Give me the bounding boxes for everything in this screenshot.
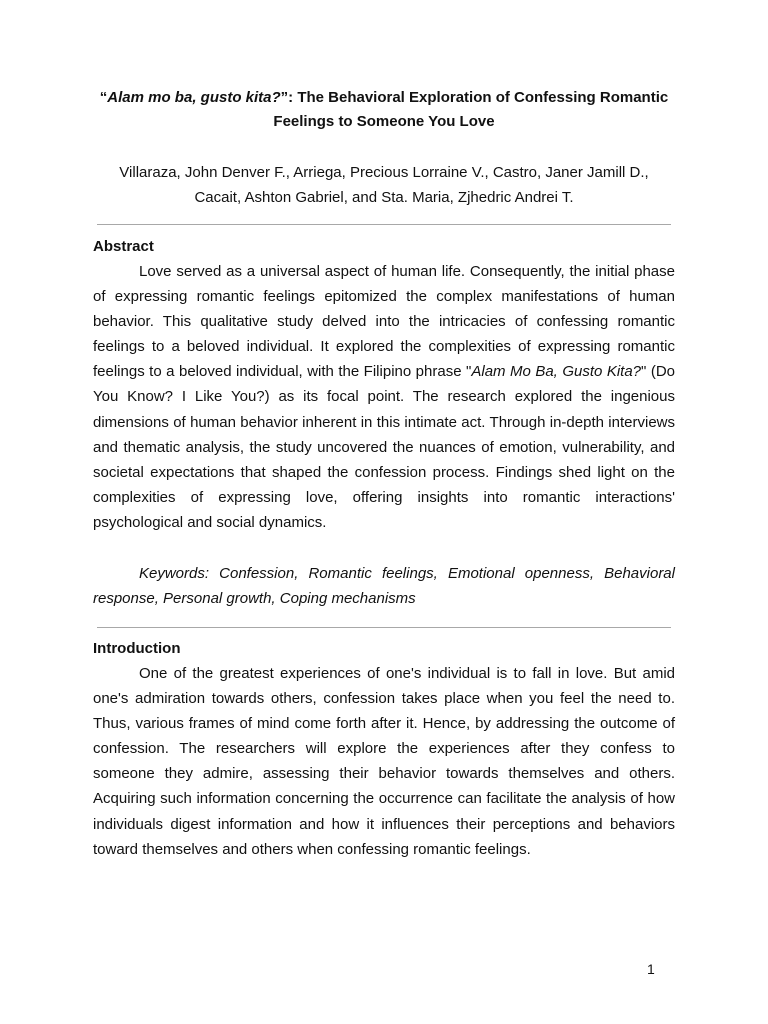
divider-after-keywords (97, 627, 671, 628)
divider-after-authors (97, 224, 671, 225)
page-number: 1 (647, 961, 655, 977)
title-italic-phrase: Alam mo ba, gusto kita? (107, 89, 281, 106)
title-open-quote: “ (99, 89, 108, 106)
author-line-1: Villaraza, John Denver F., Arriega, Precious Lorraine V., Castro, Janer Jamill D., (119, 164, 649, 181)
abstract-italic-phrase: Alam Mo Ba, Gusto Kita? (471, 363, 642, 381)
author-line-2: Cacait, Ashton Gabriel, and Sta. Maria, Zjhedric Andrei T. (194, 189, 574, 206)
keywords-text: Keywords: Confession, Romantic feelings, Emotional openness, Behavioral response, Personal growth, Coping mechanisms (93, 565, 675, 608)
author-list (93, 160, 675, 210)
introduction-text: One of the greatest experiences of one's individual is to fall in love. But amid one's admiration towards others, confession takes place when you feel the need to. Thus, various frames of mind come forth after it. Hence, by addressing the outcome of confession. The researchers will explore the experiences after they confess to someone they admire, assessing their behavior towards themselves and others. Acquiring such information concerning the occurrence can facilitate the analysis of how individuals digest information and how it influences their perceptions and behaviors toward themselves and others when confessing romantic feelings. (93, 665, 675, 858)
abstract-heading: Abstract (93, 238, 154, 255)
title-close-quote: ” (280, 89, 289, 106)
abstract-text-part-1: Love served as a universal aspect of human life. Consequently, the initial phase of expressing romantic feelings epitomized the complex manifestations of human behavior. This qualitative study delved into the intricacies of confessing romantic feelings to a beloved individual. It explored the complexities of expressing romantic feelings to a beloved individual, with the Filipino phrase " (93, 263, 675, 381)
paper-title (93, 86, 675, 134)
abstract-text (93, 259, 675, 535)
title-rest: : The Behavioral Exploration of Confessing Romantic Feelings to Someone You Love (273, 89, 669, 130)
introduction-heading: Introduction (93, 640, 181, 657)
abstract-text-part-2: " (Do You Know? I Like You?) as its focal point. The research explored the ingenious dimensions of human behavior inherent in this intimate act. Through in-depth interviews and thematic analysis, the study uncovered the nuances of emotion, vulnerability, and societal expectations that shaped the confession process. Findings shed light on the complexities of expressing love, offering insights into romantic interactions' psychological and social dynamics. (93, 363, 675, 531)
